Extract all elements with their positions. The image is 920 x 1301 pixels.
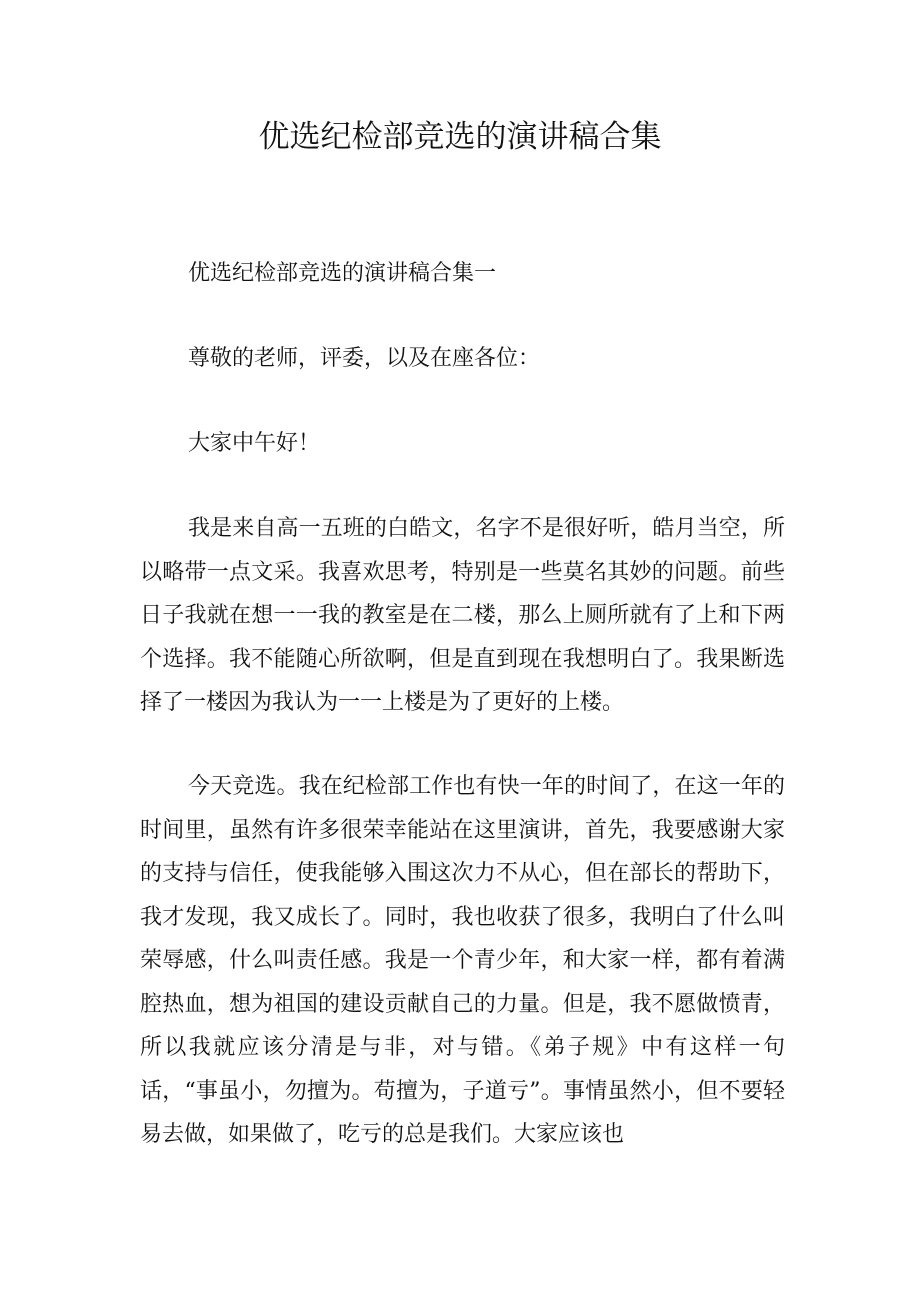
- greeting-paragraph: 大家中午好！: [188, 431, 321, 456]
- document-title: 优选纪检部竞选的演讲稿合集: [258, 119, 662, 155]
- section-heading: 优选纪检部竞选的演讲稿合集一: [188, 261, 497, 286]
- salutation-paragraph: 尊敬的老师，评委，以及在座各位：: [188, 346, 541, 371]
- body-paragraph: 今天竞选。我在纪检部工作也有快一年的时间了，在这一年的时间里，虽然有许多很荣幸能站在这里演讲，首先，我要感谢大家的支持与信任，使我能够入围这次力不从心，但在部长的帮助下，我才发现，我又成长了。同时，我也收获了很多，我明白了什么叫荣辱感，什么叫责任感。我是一个青少年，和大家一样，都有着满腔热血，想为祖国的建设贡献自己的力量。但是，我不愿做愤青，所以我就应该分清是与非，对与错。《弟子规》中有这样一句话，“事虽小，勿擅为。苟擅为，子道亏”。事情虽然小，但不要轻易去做，如果做了，吃亏的总是我们。大家应该也: [140, 774, 785, 1147]
- introduction-paragraph: 我是来自高一五班的白皓文，名字不是很好听，皓月当空，所以略带一点文采。我喜欢思考，特别是一些莫名其妙的问题。前些日子我就在想一一我的教室是在二楼，那么上厕所就有了上和下两个选择。我不能随心所欲啊，但是直到现在我想明白了。我果断选择了一楼因为我认为一一上楼是为了更好的上楼。: [140, 516, 785, 715]
